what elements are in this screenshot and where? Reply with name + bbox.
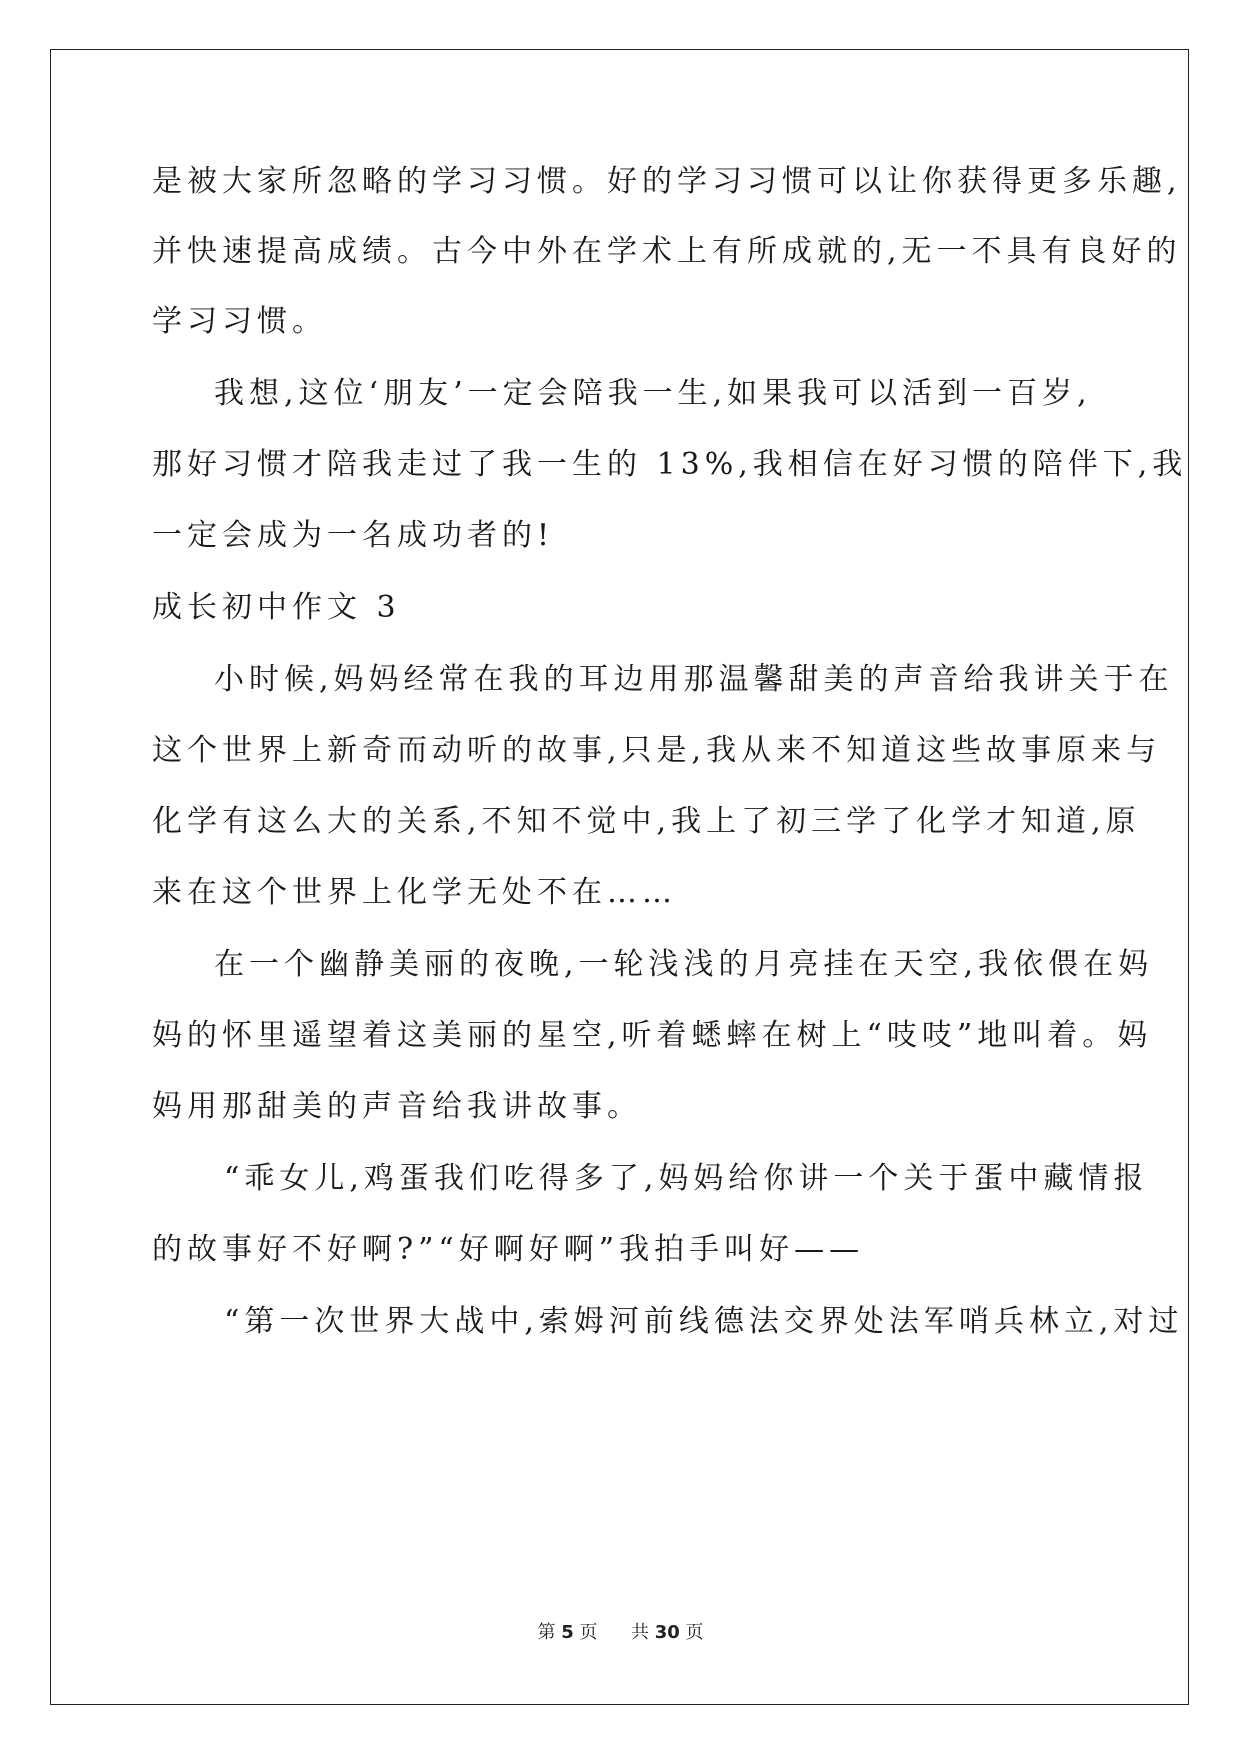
page-suffix: 页: [579, 1622, 598, 1643]
paragraph-line: 妈的怀里遥望着这美丽的星空,听着蟋蟀在树上“吱吱”地叫着。妈: [152, 1018, 1153, 1053]
page-footer: [0, 1621, 1241, 1645]
paragraph-line: 是被大家所忽略的学习习惯。好的学习习惯可以让你获得更多乐趣,: [152, 164, 1182, 199]
page-prefix: 第: [537, 1622, 556, 1643]
total-pages: 30: [654, 1622, 680, 1643]
paragraph-line: 的故事好不好啊?”“好啊好啊”我拍手叫好——: [152, 1232, 865, 1267]
page-number: 5: [561, 1622, 574, 1643]
paragraph-line: 那好习惯才陪我走过了我一生的 13%,我相信在好习惯的陪伴下,我: [152, 447, 1188, 482]
section-heading: 成长初中作文 3: [152, 590, 401, 625]
paragraph-line: 妈用那甜美的声音给我讲故事。: [152, 1089, 642, 1124]
total-prefix: 共: [630, 1622, 649, 1643]
paragraph-line: 这个世界上新奇而动听的故事,只是,我从来不知道这些故事原来与: [152, 733, 1162, 768]
paragraph-line: “乖女儿,鸡蛋我们吃得多了,妈妈给你讲一个关于蛋中藏情报: [224, 1161, 1149, 1196]
paragraph-line: 来在这个世界上化学无处不在……: [152, 875, 677, 910]
paragraph-line: 在一个幽静美丽的夜晚,一轮浅浅的月亮挂在天空,我依偎在妈: [214, 947, 1154, 982]
paragraph-line: 小时候,妈妈经常在我的耳边用那温馨甜美的声音给我讲关于在: [214, 662, 1174, 697]
paragraph-line: 并快速提高成绩。古今中外在学术上有所成就的,无一不具有良好的: [152, 234, 1182, 269]
paragraph-line: 化学有这么大的关系,不知不觉中,我上了初三学了化学才知道,原: [152, 804, 1141, 839]
paragraph-line: “第一次世界大战中,索姆河前线德法交界处法军哨兵林立,对过: [224, 1304, 1184, 1339]
paragraph-line: 一定会成为一名成功者的!: [152, 518, 555, 553]
total-suffix: 页: [685, 1622, 704, 1643]
paragraph-line: 学习习惯。: [152, 304, 327, 339]
paragraph-line: 我想,这位‘朋友’一定会陪我一生,如果我可以活到一百岁,: [214, 376, 1092, 411]
